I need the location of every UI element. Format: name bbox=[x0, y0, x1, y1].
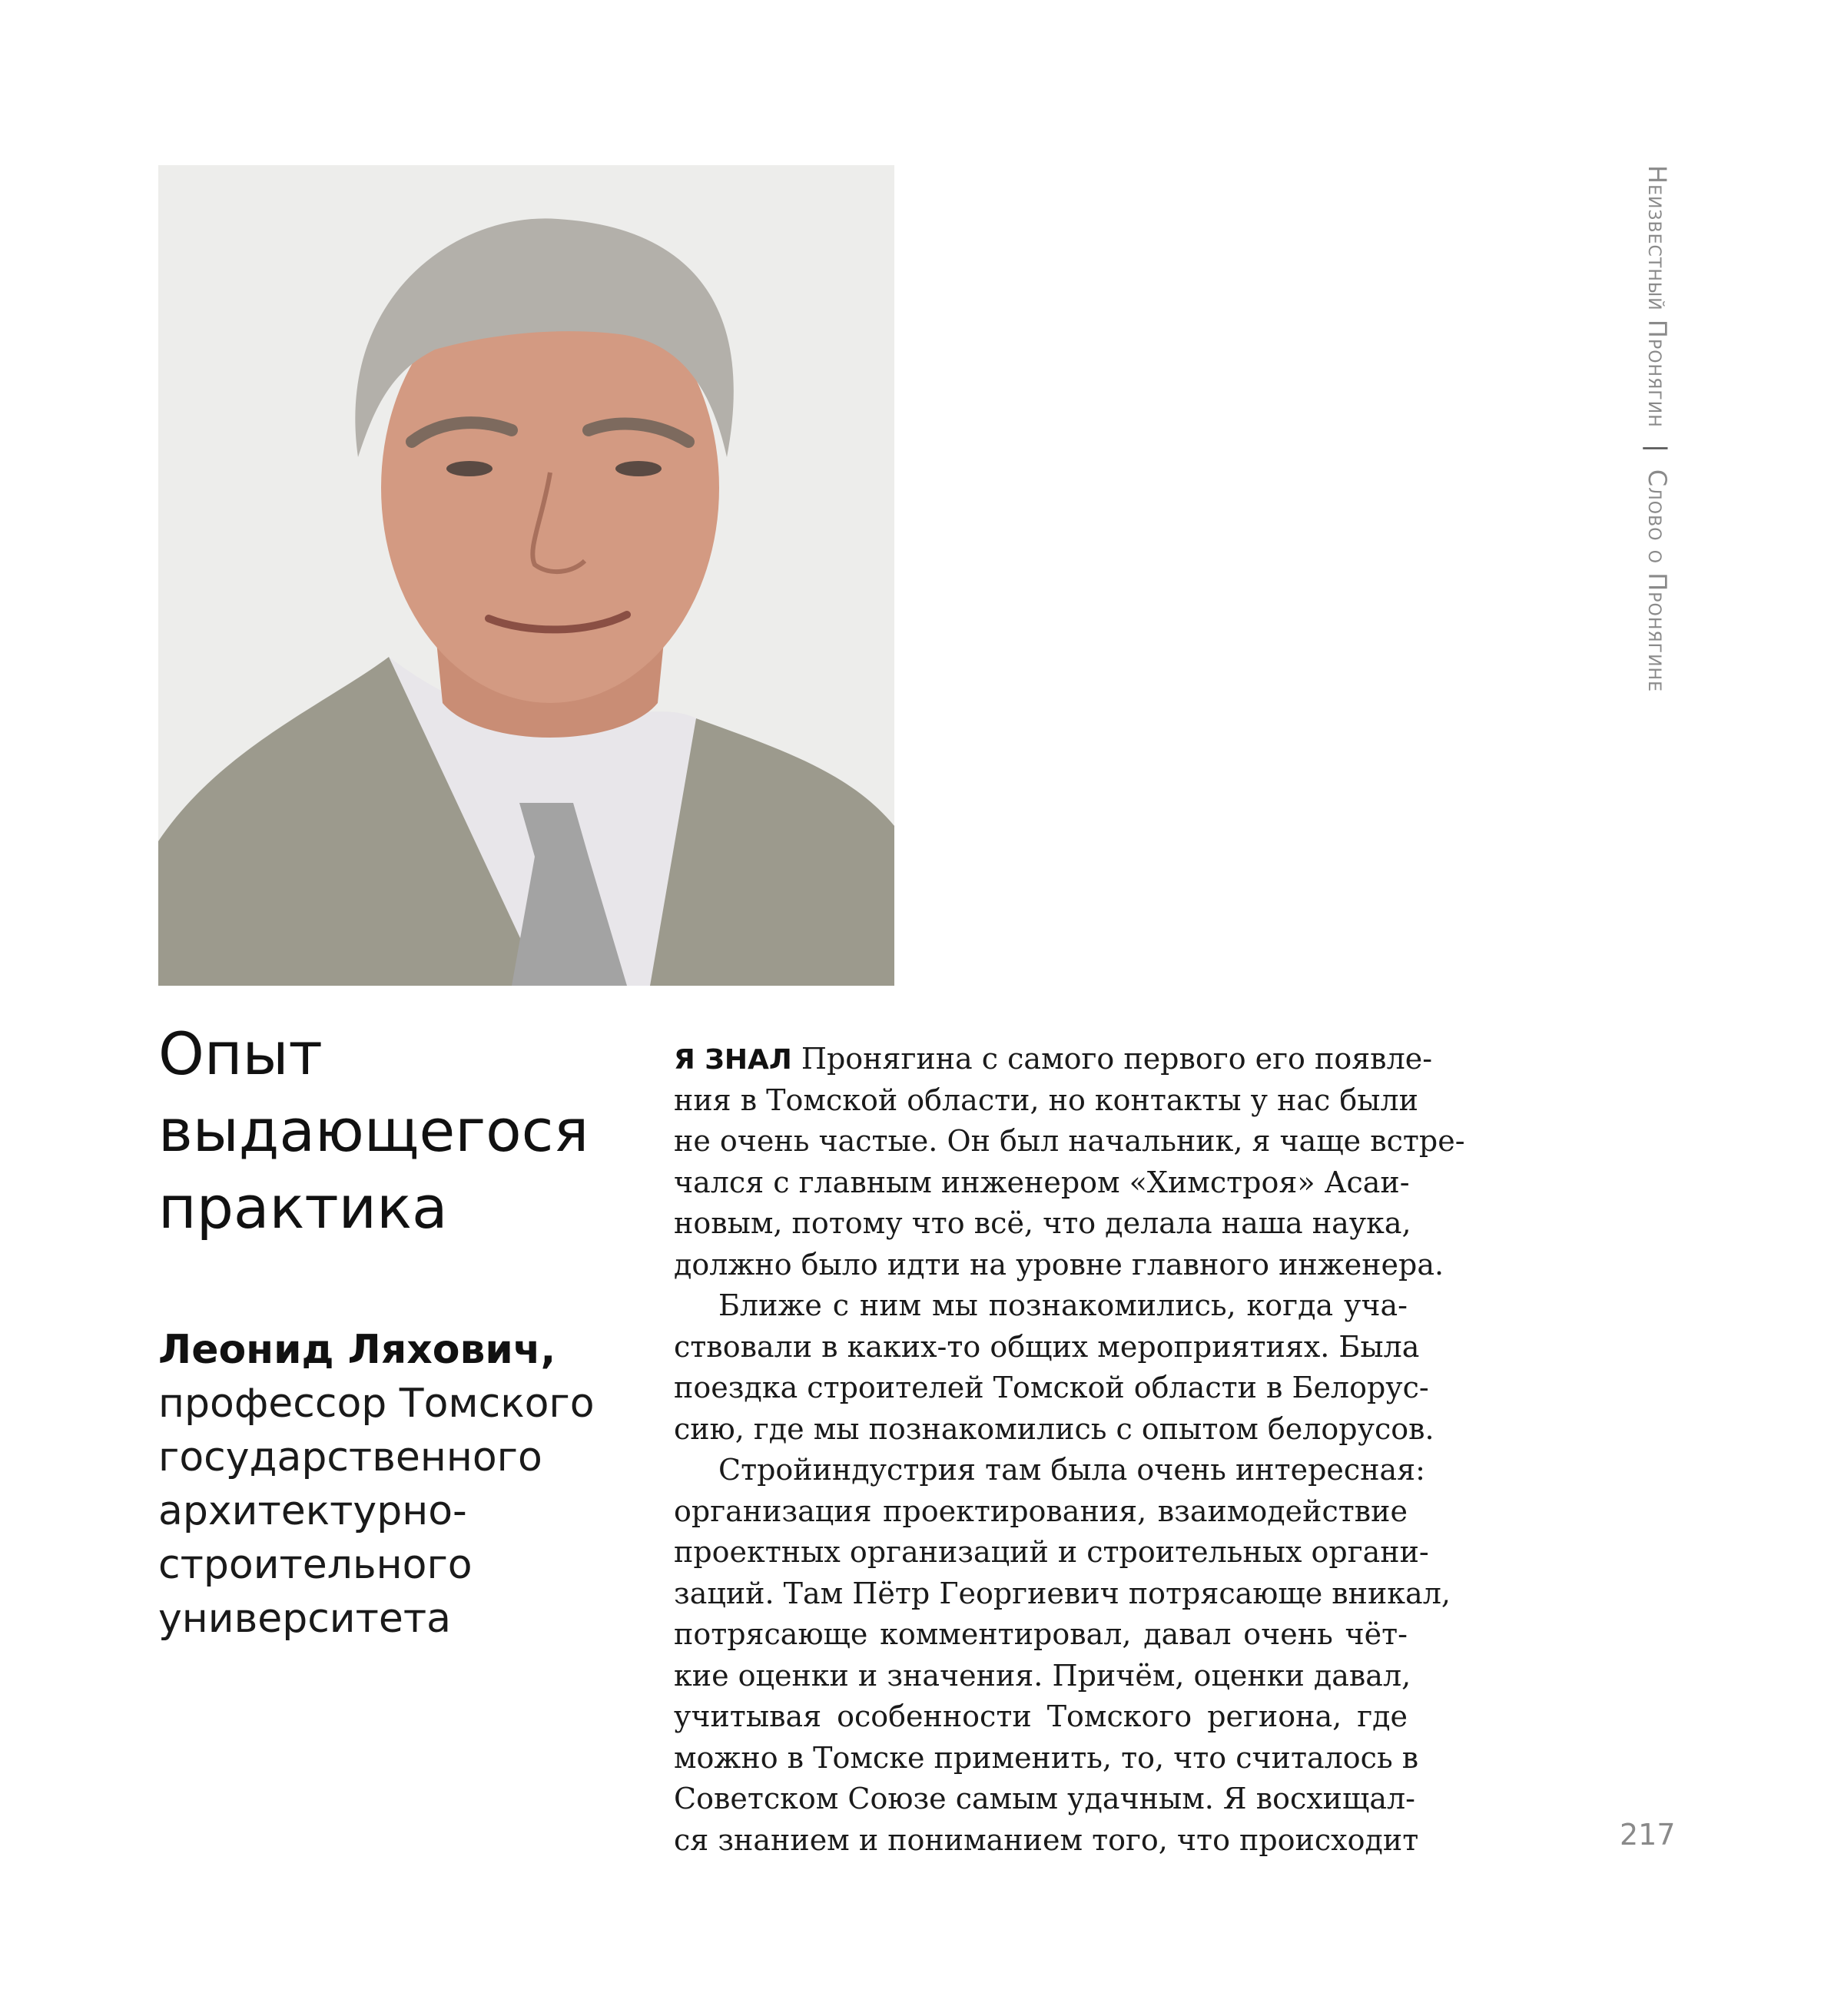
body-line: чался с главным инженером «Химстроя» Асаи- bbox=[674, 1165, 1410, 1199]
body-line: учитывая особенности Томского региона, где bbox=[674, 1699, 1408, 1733]
body-line: потрясающе комментировал, давал очень чёт- bbox=[674, 1617, 1408, 1651]
body-paragraph bbox=[674, 1039, 1465, 1285]
body-line: новым, потому что всё, что делала наша наука, bbox=[674, 1206, 1411, 1240]
author-name: Леонид Ляхович, bbox=[158, 1327, 556, 1373]
author-affiliation-line: архитектурно- bbox=[158, 1488, 467, 1534]
body-paragraph bbox=[674, 1450, 1451, 1861]
body-line: ствовали в каких-то общих мероприятиях. Была bbox=[674, 1329, 1420, 1364]
body-line: заций. Там Пётр Георгиевич потрясающе вникал, bbox=[674, 1576, 1451, 1610]
article-title-line: выдающегося bbox=[158, 1096, 589, 1165]
body-line: ся знанием и пониманием того, что происходит bbox=[674, 1822, 1419, 1857]
author-affiliation-line: университета bbox=[158, 1596, 452, 1642]
body-line: не очень частые. Он был начальник, я чаще встре- bbox=[674, 1124, 1465, 1158]
portrait-photo-icon bbox=[158, 165, 894, 986]
body-line: Советском Союзе самым удачным. Я восхищал- bbox=[674, 1782, 1415, 1815]
page-number: 217 bbox=[1620, 1818, 1676, 1852]
author-affiliation-line: строительного bbox=[158, 1542, 473, 1588]
author-block bbox=[158, 1323, 650, 1646]
article-title bbox=[158, 1016, 650, 1246]
body-line: можно в Томске применить, то, что считалось в bbox=[674, 1740, 1419, 1775]
running-head-book-title: Неизвестный Пронягин bbox=[1643, 165, 1672, 428]
author-affiliation-line: профессор Томского bbox=[158, 1381, 595, 1427]
body-line: сию, где мы познакомились с опытом белорусов. bbox=[674, 1411, 1434, 1446]
article-title-line: практика bbox=[158, 1173, 448, 1242]
body-line: ния в Томской области, но контакты у нас были bbox=[674, 1083, 1418, 1117]
running-head-section: Слово о Пронягине bbox=[1643, 469, 1672, 692]
body-line: проектных организаций и строительных органи- bbox=[674, 1535, 1429, 1569]
body-line: организация проектирования, взаимодействие bbox=[674, 1494, 1408, 1528]
body-line: Ближе с ним мы познакомились, когда уча- bbox=[718, 1288, 1408, 1322]
body-line bbox=[674, 1039, 1433, 1080]
author-portrait-photo bbox=[158, 165, 894, 986]
body-line: поездка строителей Томской области в Белорус- bbox=[674, 1371, 1429, 1404]
running-head bbox=[1632, 165, 1672, 749]
body-line-text: Пронягина с самого первого его появле- bbox=[801, 1042, 1433, 1076]
author-affiliation-line: государственного bbox=[158, 1434, 542, 1480]
running-head-separator: | bbox=[1643, 443, 1672, 453]
body-line: кие оценки и значения. Причём, оценки давал, bbox=[674, 1658, 1411, 1693]
article-body bbox=[674, 1039, 1465, 1861]
body-line: Стройиндустрия там была очень интересная: bbox=[718, 1453, 1425, 1487]
body-line: должно было идти на уровне главного инженера. bbox=[674, 1247, 1444, 1282]
article-title-line: Опыт bbox=[158, 1020, 323, 1088]
lead-in: Я ЗНАЛ bbox=[674, 1044, 792, 1076]
body-paragraph bbox=[674, 1285, 1434, 1450]
